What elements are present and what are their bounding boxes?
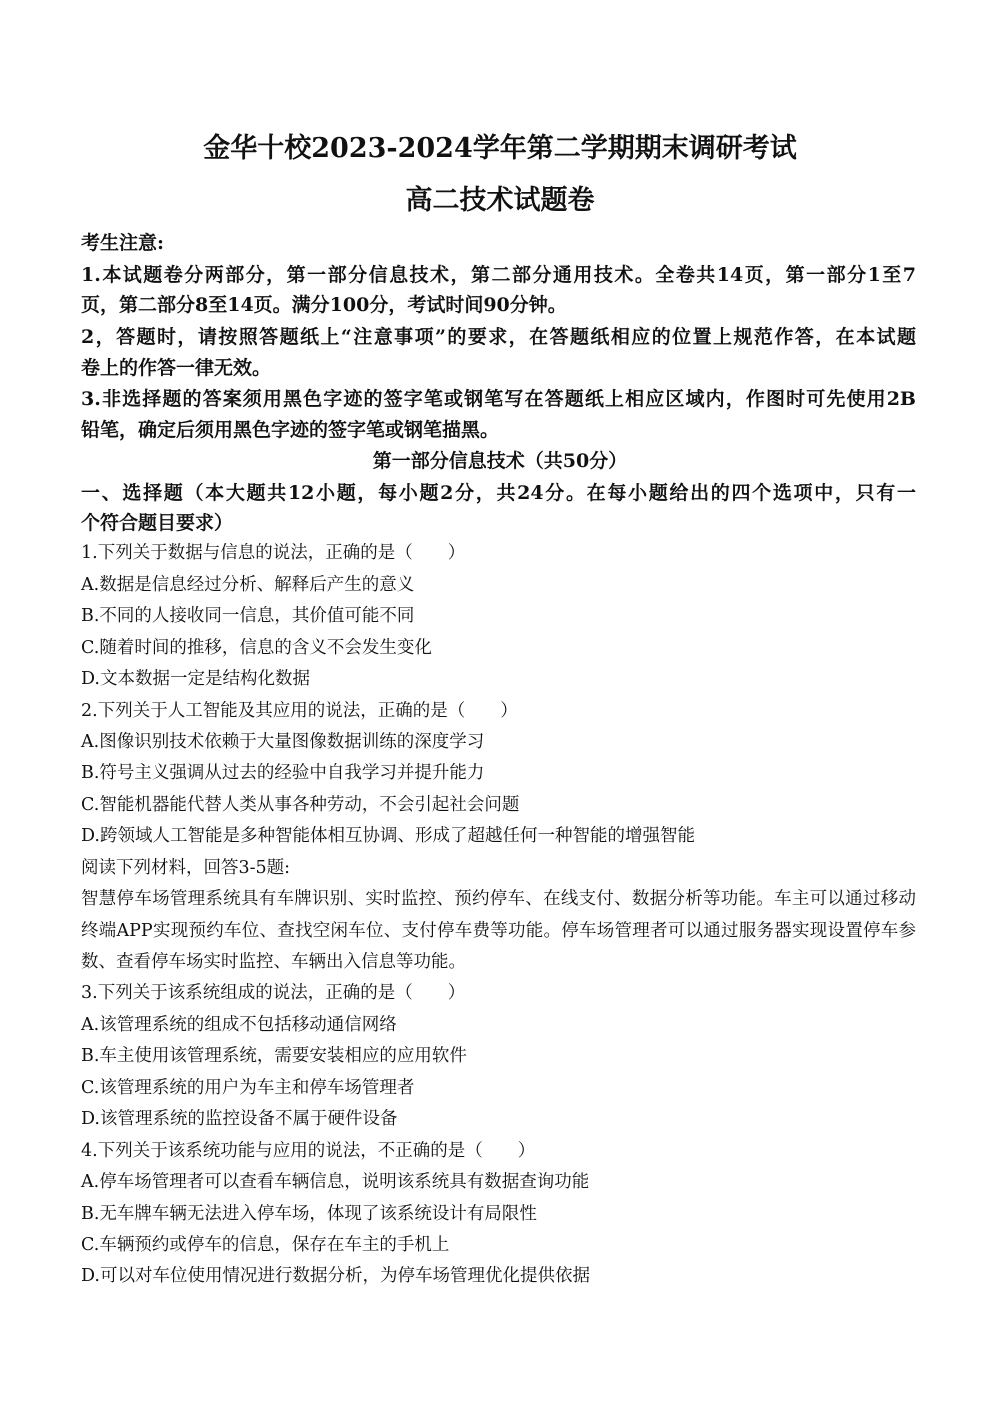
part-1-title: 第一部分信息技术（共50分） [372, 450, 628, 472]
notice-item-3-line-1: 3.非选择题的答案须用黑色字迹的签字笔或钢笔写在答题纸上相应区域内，作图时可先使用2B [81, 388, 916, 410]
section-1-line-1: 一、选择题（本大题共12小题，每小题2分，共24分。在每小题给出的四个选项中，只有一 [81, 482, 916, 504]
question-2-option-d: D.跨领域人工智能是多种智能体相互协调、形成了超越任何一种智能的增强智能 [81, 826, 695, 846]
exam-title: 金华十校2023-2024学年第二学期期末调研考试 [203, 133, 797, 164]
question-1-stem: 1.下列关于数据与信息的说法，正确的是（ ） [81, 543, 466, 563]
question-2-option-a: A.图像识别技术依赖于大量图像数据训练的深度学习 [81, 732, 485, 752]
question-2-option-c: C.智能机器能代替人类从事各种劳动，不会引起社会问题 [81, 795, 520, 815]
question-1-option-b: B.不同的人接收同一信息，其价值可能不同 [81, 606, 415, 626]
question-2-stem: 2.下列关于人工智能及其应用的说法，正确的是（ ） [81, 701, 518, 721]
notice-item-1-line-1: 1.本试题卷分两部分，第一部分信息技术，第二部分通用技术。全卷共14页，第一部分1至7 [81, 264, 916, 286]
question-1-option-c: C.随着时间的推移，信息的含义不会发生变化 [81, 638, 432, 658]
question-4-option-a: A.停车场管理者可以查看车辆信息，说明该系统具有数据查询功能 [81, 1172, 590, 1192]
question-2-option-b: B.符号主义强调从过去的经验中自我学习并提升能力 [81, 763, 485, 783]
notice-item-2-line-1: 2，答题时，请按照答题纸上“注意事项”的要求，在答题纸相应的位置上规范作答，在本试题 [81, 326, 916, 348]
question-4-option-d: D.可以对车位使用情况进行数据分析，为停车场管理优化提供依据 [81, 1266, 590, 1286]
notice-heading: 考生注意: [81, 232, 165, 254]
question-3-option-b: B.车主使用该管理系统，需要安装相应的应用软件 [81, 1046, 467, 1066]
question-1-option-d: D.文本数据一定是结构化数据 [81, 669, 310, 689]
question-3-option-d: D.该管理系统的监控设备不属于硬件设备 [81, 1109, 398, 1129]
reading-material-line-2: 终端APP实现预约车位、查找空闲车位、支付停车费等功能。停车场管理者可以通过服务器实现设置停车参 [81, 921, 916, 941]
question-4-stem: 4.下列关于该系统功能与应用的说法，不正确的是（ ） [81, 1141, 536, 1161]
section-1-line-2: 个符合题目要求） [81, 512, 234, 534]
reading-intro: 阅读下列材料，回答3-5题: [81, 858, 291, 878]
question-1-option-a: A.数据是信息经过分析、解释后产生的意义 [81, 575, 415, 595]
question-4-option-c: C.车辆预约或停车的信息，保存在车主的手机上 [81, 1235, 450, 1255]
question-3-option-c: C.该管理系统的用户为车主和停车场管理者 [81, 1078, 415, 1098]
question-4-option-b: B.无车牌车辆无法进入停车场，体现了该系统设计有局限性 [81, 1204, 537, 1224]
reading-material-line-3: 数、查看停车场实时监控、车辆出入信息等功能。 [81, 952, 466, 972]
notice-item-1-line-2: 页，第二部分8至14页。满分100分，考试时间90分钟。 [81, 294, 567, 316]
question-3-stem: 3.下列关于该系统组成的说法，正确的是（ ） [81, 983, 466, 1003]
exam-subtitle: 高二技术试题卷 [405, 185, 595, 216]
notice-item-3-line-2: 铅笔，确定后须用黑色字迹的签字笔或钢笔描黑。 [81, 419, 500, 441]
reading-material-line-1: 智慧停车场管理系统具有车牌识别、实时监控、预约停车、在线支付、数据分析等功能。车主可以通过移动 [81, 889, 916, 909]
notice-item-2-line-2: 卷上的作答一律无效。 [81, 357, 272, 379]
question-3-option-a: A.该管理系统的组成不包括移动通信网络 [81, 1015, 397, 1035]
